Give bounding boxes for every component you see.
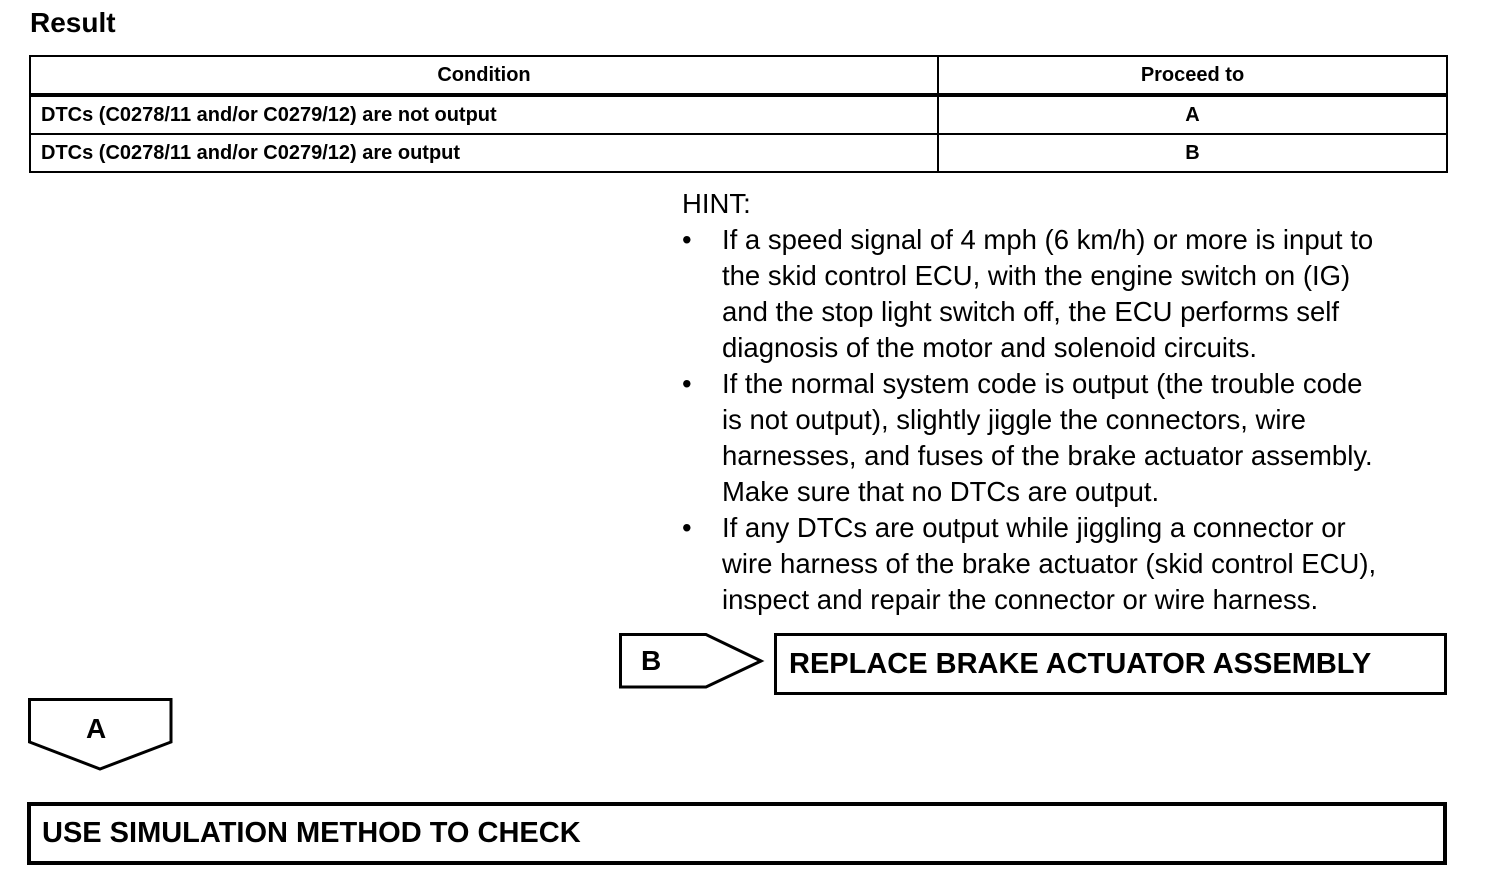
condition-cell: DTCs (C0278/11 and/or C0279/12) are not output	[30, 95, 938, 134]
section-title: Result	[30, 7, 116, 38]
table-header-row	[30, 56, 1447, 95]
table-row	[30, 95, 1447, 134]
hint-line: Make sure that no DTCs are output.	[722, 476, 1160, 507]
hint-line: If any DTCs are output while jiggling a connector or	[722, 512, 1346, 543]
hint-line: harnesses, and fuses of the brake actuator assembly.	[722, 440, 1373, 471]
hint-item	[682, 366, 1472, 510]
column-header-condition: Condition	[30, 56, 938, 95]
hint-line: is not output), slightly jiggle the connectors, wire	[722, 404, 1306, 435]
hint-line: If a speed signal of 4 mph (6 km/h) or more is input to	[722, 224, 1374, 255]
branch-a-label: A	[86, 713, 107, 744]
hint-line: wire harness of the brake actuator (skid control ECU),	[722, 548, 1377, 579]
hint-line: diagnosis of the motor and solenoid circuits.	[722, 332, 1258, 363]
result-table	[29, 55, 1448, 173]
hint-list	[682, 222, 1472, 618]
table-row	[30, 134, 1447, 172]
hint-title: HINT:	[682, 188, 751, 219]
column-header-proceed-to: Proceed to	[938, 56, 1447, 95]
hint-block	[682, 186, 1472, 618]
condition-cell: DTCs (C0278/11 and/or C0279/12) are output	[30, 134, 938, 172]
bullet-icon: •	[682, 368, 692, 399]
bullet-icon: •	[682, 224, 692, 255]
hint-line: inspect and repair the connector or wire harness.	[722, 584, 1319, 615]
branch-b-label: B	[641, 645, 662, 676]
hint-line: and the stop light switch off, the ECU performs self	[722, 296, 1340, 327]
hint-item	[682, 510, 1472, 618]
hint-item	[682, 222, 1472, 366]
bullet-icon: •	[682, 512, 692, 543]
replace-actuator-box: REPLACE BRAKE ACTUATOR ASSEMBLY	[774, 633, 1447, 695]
simulation-method-box: USE SIMULATION METHOD TO CHECK	[27, 802, 1447, 865]
hint-line: the skid control ECU, with the engine switch on (IG)	[722, 260, 1351, 291]
proceed-cell: B	[938, 134, 1447, 172]
hint-line: If the normal system code is output (the trouble code	[722, 368, 1363, 399]
proceed-cell: A	[938, 95, 1447, 134]
